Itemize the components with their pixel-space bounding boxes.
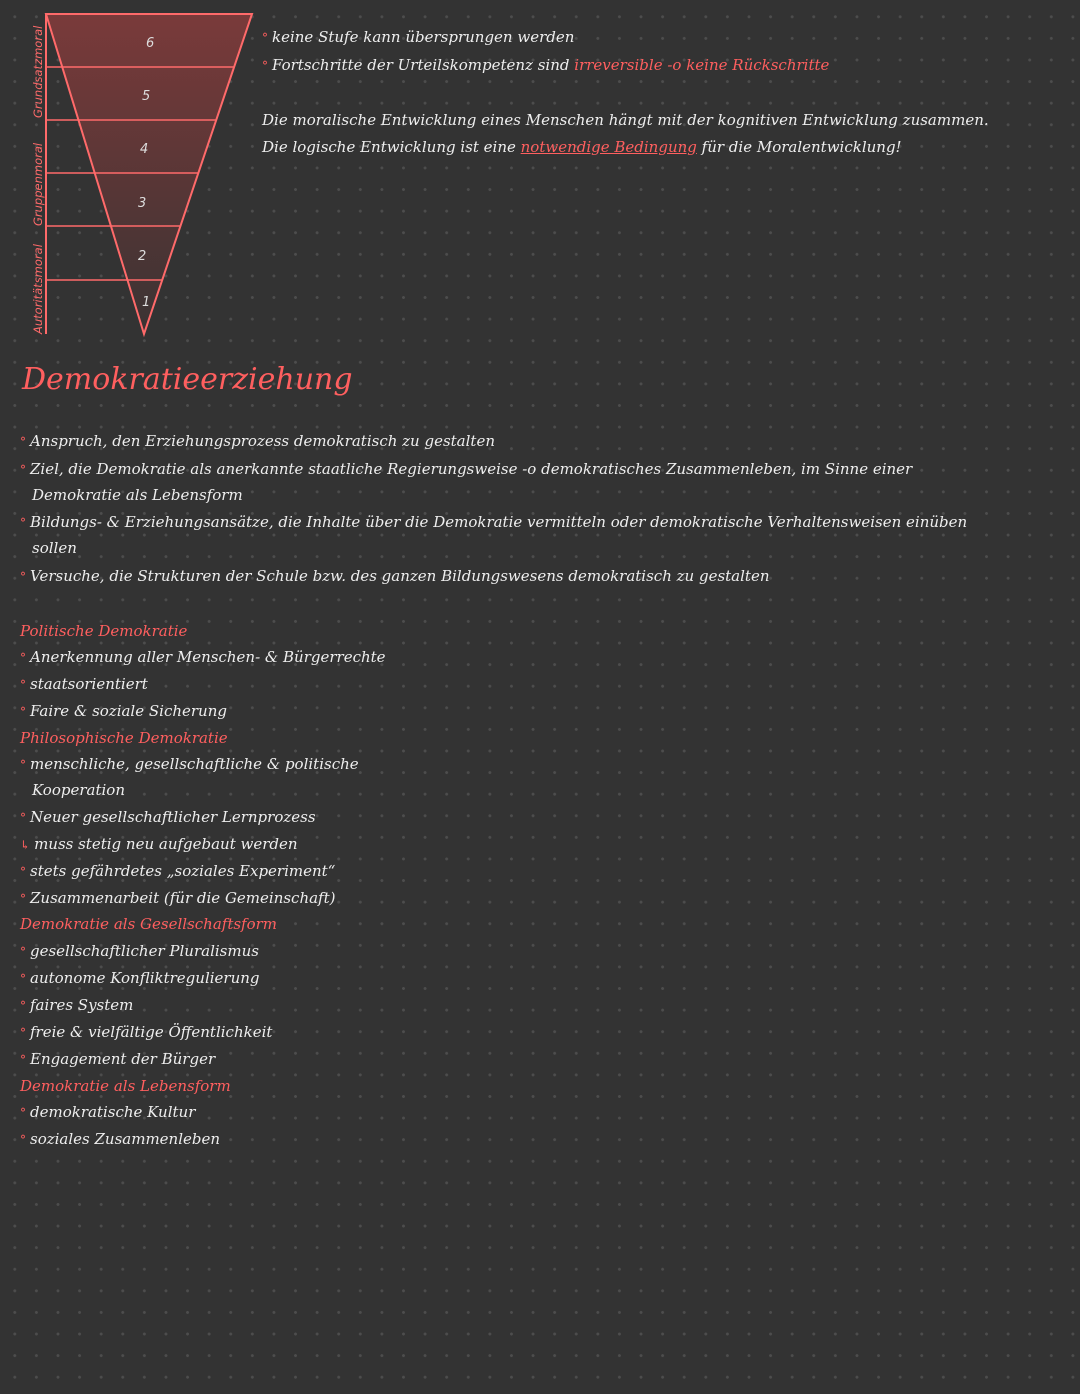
- list-item: ° autonome Konfliktregulierung: [20, 969, 260, 987]
- heading-lebensform: Demokratie als Lebensform: [20, 1077, 231, 1095]
- label-gruppenmoral: Gruppenmoral: [31, 142, 45, 226]
- morality-stages-pyramid: [28, 8, 268, 348]
- heading-politische-demokratie: Politische Demokratie: [20, 622, 188, 640]
- list-item: ° gesellschaftlicher Pluralismus: [20, 942, 259, 960]
- intro-bullet-1: ° keine Stufe kann übersprungen werden: [262, 28, 575, 46]
- list-item-cont: Kooperation: [32, 781, 125, 799]
- list-item: ° Engagement der Bürger: [20, 1050, 216, 1068]
- pyramid-level-3: 3: [138, 196, 147, 211]
- main-bullet-4: ° Versuche, die Strukturen der Schule bzw. des ganzen Bildungswesens demokratisch zu gestalten: [20, 567, 770, 585]
- intro-paragraph-line-1: Die moralische Entwicklung eines Menschen hängt mit der kognitiven Entwicklung zusammen.: [262, 111, 989, 129]
- list-item: ° freie & vielfältige Öffentlichkeit: [20, 1023, 273, 1041]
- pyramid-level-2: 2: [138, 249, 147, 264]
- pyramid-outline: [46, 14, 252, 334]
- list-item: ° Zusammenarbeit (für die Gemeinschaft): [20, 889, 336, 907]
- list-item: ° Neuer gesellschaftlicher Lernprozess: [20, 808, 316, 826]
- pyramid-level-6: 6: [146, 36, 155, 51]
- page-title: Demokratieerziehung: [22, 362, 353, 397]
- main-bullet-2: ° Ziel, die Demokratie als anerkannte staatliche Regierungsweise -o demokratisches Zusammenleben, im Sinne einer: [20, 460, 913, 478]
- list-item: ° demokratische Kultur: [20, 1103, 196, 1121]
- list-item: ° stets gefährdetes „soziales Experiment“: [20, 862, 336, 880]
- main-bullet-1: ° Anspruch, den Erziehungsprozess demokratisch zu gestalten: [20, 432, 495, 450]
- main-bullet-3-cont: sollen: [32, 539, 77, 557]
- label-autoritaetsmoral: Autoritätsmoral: [31, 244, 45, 334]
- heading-philosophische-demokratie: Philosophische Demokratie: [20, 729, 228, 747]
- label-grundsatzmoral: Grundsatzmoral: [31, 25, 45, 118]
- heading-gesellschaftsform: Demokratie als Gesellschaftsform: [20, 915, 278, 933]
- pyramid-level-4: 4: [140, 142, 149, 157]
- list-item: ° Faire & soziale Sicherung: [20, 702, 227, 720]
- pyramid-level-1: 1: [142, 295, 151, 310]
- pyramid-level-5: 5: [142, 89, 151, 104]
- intro-bullet-2: ° Fortschritte der Urteilskompetenz sind irreversible -o keine Rückschritte: [262, 56, 830, 74]
- main-bullet-3: ° Bildungs- & Erziehungsansätze, die Inhalte über die Demokratie vermitteln oder demokratische Verhaltensweisen einüben: [20, 513, 968, 531]
- list-item: ° Anerkennung aller Menschen- & Bürgerrechte: [20, 648, 386, 666]
- intro-paragraph-line-2: Die logische Entwicklung ist eine notwendige Bedingung für die Moralentwicklung!: [262, 138, 902, 156]
- main-bullet-2-cont: Demokratie als Lebensform: [32, 486, 243, 504]
- list-item: ° menschliche, gesellschaftliche & politische: [20, 755, 359, 773]
- list-item: ° faires System: [20, 996, 134, 1014]
- list-item: ° soziales Zusammenleben: [20, 1130, 221, 1148]
- list-item: ° staatsorientiert: [20, 675, 148, 693]
- list-item: ↳ muss stetig neu aufgebaut werden: [20, 835, 298, 853]
